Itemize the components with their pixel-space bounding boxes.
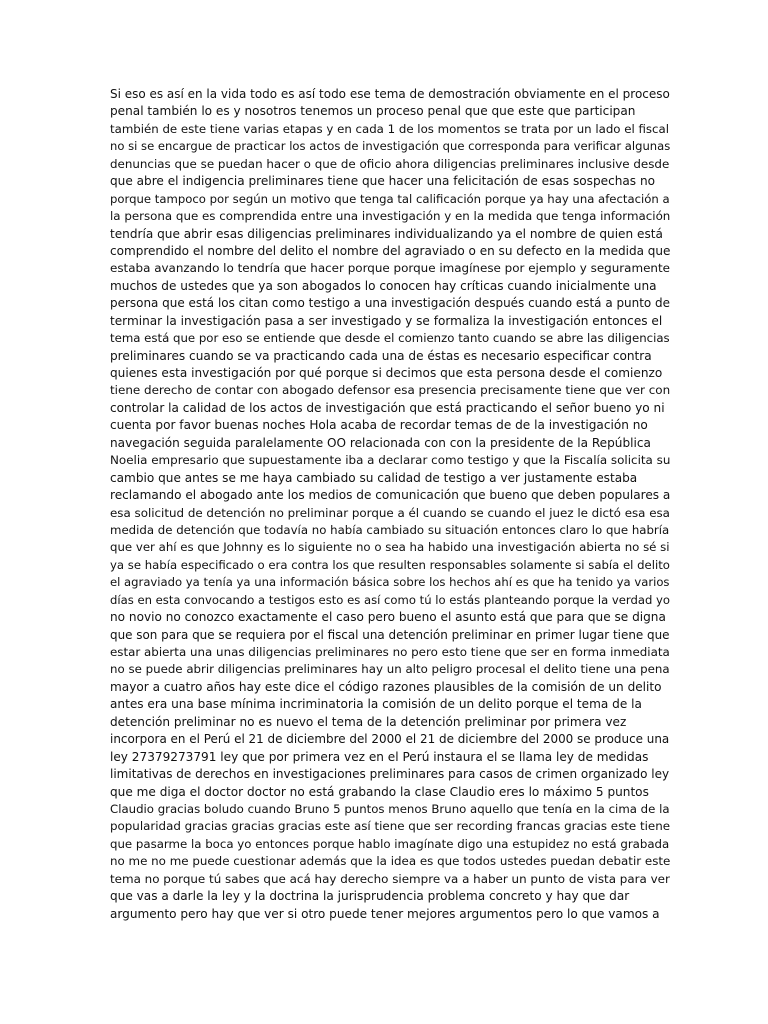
text-line: limitativas de derechos en investigaciones preliminares para casos de crimen organizado ley	[110, 767, 670, 782]
text-line: penal también lo es y nosotros tenemos un proceso penal que que este que participan	[110, 104, 636, 119]
text-line: no me no me puede cuestionar además que la idea es que todos ustedes puedan debatir este	[110, 854, 671, 869]
text-line: antes era una base mínima incriminatoria la comisión de un delito porque el tema de la	[110, 697, 642, 712]
text-line: mayor a cuatro años hay este dice el código razones plausibles de la comisión de un delito	[110, 679, 662, 694]
text-line: denuncias que se puedan hacer o que de oficio ahora diligencias preliminares inclusive desde	[110, 156, 670, 171]
text-line: que me diga el doctor doctor no está grabando la clase Claudio eres lo máximo 5 puntos	[110, 784, 649, 799]
text-line: detención preliminar no es nuevo el tema de la detención preliminar por primera vez	[110, 714, 627, 729]
text-line: reclamando el abogado ante los medios de comunicación que bueno que deben populares a	[110, 488, 671, 503]
text-line: también de este tiene varias etapas y en cada 1 de los momentos se trata por un lado el fiscal	[110, 121, 669, 136]
text-line: tendría que abrir esas diligencias preliminares individualizando ya el nombre de quien está	[110, 226, 663, 241]
text-line: popularidad gracias gracias gracias este así tiene que ser recording francas gracias este tiene	[110, 819, 671, 834]
text-line: no novio no conozco exactamente el caso pero bueno el asunto está que para que se digna	[110, 610, 666, 625]
text-line: la persona que es comprendida entre una investigación y en la medida que tenga información	[110, 209, 671, 224]
text-line: porque tampoco por según un motivo que tenga tal calificación porque ya hay una afectación a	[110, 191, 670, 206]
text-line: días en esta convocando a testigos esto es así como tú lo estás planteando porque la verdad yo	[110, 592, 670, 607]
text-line: estar abierta una unas diligencias preliminares no pero esto tiene que ser en forma inmediata	[110, 645, 670, 659]
text-line: esa solicitud de detención no preliminar porque a él cuando se cuando el juez le dictó esa esa	[110, 505, 670, 520]
text-line: no si se encargue de practicar los actos de investigación que corresponda para verificar algunas	[110, 139, 671, 154]
text-line: que pasarme la boca yo entonces porque hablo imagínate digo una estupidez no está grabada	[110, 836, 670, 851]
text-line: tema no porque tú sabes que acá hay derecho siempre va a haber un punto de vista para ver	[110, 871, 670, 886]
text-line: incorpora en el Perú el 21 de diciembre del 2000 el 21 de diciembre del 2000 se produce una	[110, 732, 670, 747]
text-line: argumento pero hay que ver si otro puede tener mejores argumentos pero lo que vamos a	[110, 906, 660, 921]
text-line: muchos de ustedes que ya son abogados lo conocen hay críticas cuando inicialmente una	[110, 278, 657, 293]
text-line: Noelia empresario que supuestamente iba a declarar como testigo y que la Fiscalía solicita su	[110, 453, 671, 468]
text-line: que ver ahí es que Johnny es lo siguiente no o sea ha habido una investigación abierta no sé si	[110, 540, 670, 555]
text-line: preliminares cuando se va practicando cada una de éstas es necesario especificar contra	[110, 348, 652, 363]
text-line: que abre el indigencia preliminares tiene que hacer una felicitación de esas sospechas no	[110, 174, 656, 189]
text-line: ya se había especificado o era contra los que resulten responsables solamente si sabía el delito	[110, 557, 670, 572]
text-line: controlar la calidad de los actos de investigación que está practicando el señor bueno yo ni	[110, 400, 665, 415]
document-body	[110, 86, 670, 923]
text-line: el agraviado ya tenía ya una información básica sobre los hechos ahí es que ha tenido ya varios	[110, 575, 670, 590]
text-line: medida de detención que todavía no había cambiado su situación entonces claro lo que habría	[110, 522, 670, 537]
text-line: no se puede abrir diligencias preliminares hay un alto peligro procesal el delito tiene una pena	[110, 662, 670, 677]
text-line: Claudio gracias boludo cuando Bruno 5 puntos menos Bruno aquello que tenía en la cima de la	[110, 801, 670, 816]
text-line: Si eso es así en la vida todo es así todo ese tema de demostración obviamente en el proceso	[110, 87, 670, 101]
text-line: terminar la investigación pasa a ser investigado y se formaliza la investigación entonces el	[110, 313, 663, 328]
text-line: quienes esta investigación por qué porque si decimos que esta persona desde el comienzo	[110, 366, 663, 380]
text-line: navegación seguida paralelamente OO relacionada con con la presidente de la República	[110, 435, 651, 450]
text-line: que vas a darle la ley y la doctrina la jurisprudencia problema concreto y hay que dar	[110, 889, 630, 904]
text-line: estaba avanzando lo tendría que hacer porque porque imagínese por ejemplo y seguramente	[110, 261, 670, 276]
text-line: cuenta por favor buenas noches Hola acaba de recordar temas de de la investigación no	[110, 418, 648, 433]
text-line: cambio que antes se me haya cambiado su calidad de testigo a ver justamente estaba	[110, 470, 638, 485]
text-line: persona que está los citan como testigo a una investigación después cuando está a punto de	[110, 296, 671, 311]
text-line: ley 27379273791 ley que por primera vez en el Perú instaura el se llama ley de medidas	[110, 749, 649, 764]
text-line: comprendido el nombre del delito el nombre del agraviado o en su defecto en la medida que	[110, 243, 671, 258]
text-line: que son para que se requiera por el fiscal una detención preliminar en primer lugar tiene que	[110, 627, 670, 642]
text-line: tiene derecho de contar con abogado defensor esa presencia precisamente tiene que ver con	[110, 383, 671, 398]
text-line: tema está que por eso se entiende que desde el comienzo tanto cuando se abre las diligencias	[110, 331, 670, 346]
